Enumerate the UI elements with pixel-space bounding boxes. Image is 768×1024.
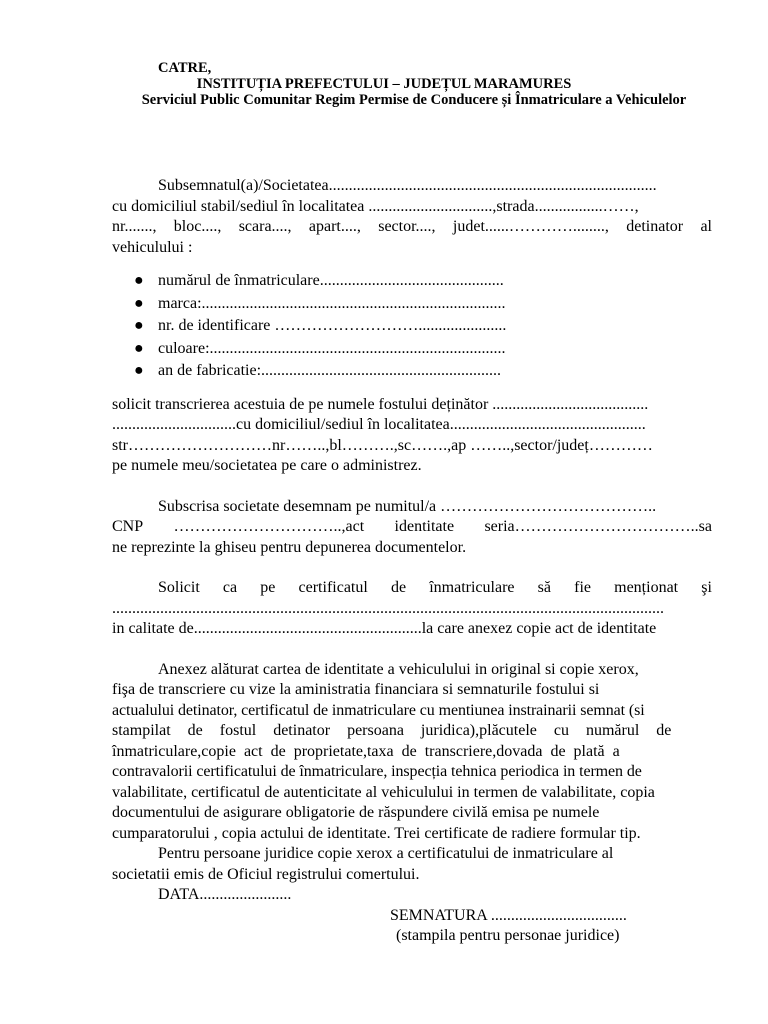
annex-line: actualului detinator, certificatul de inmatriculare cu mentiunea instrainarii semnat (si bbox=[112, 701, 645, 719]
intro-part: bloc...., bbox=[173, 218, 222, 235]
mention-word: certificatul bbox=[298, 579, 368, 596]
mention-word: de bbox=[390, 579, 407, 596]
list-item bbox=[134, 338, 712, 361]
mention-line-3: in calitate de.........................................................la care anexez copie act de identitate bbox=[112, 620, 657, 637]
document-body bbox=[112, 176, 712, 947]
annex-line: Anexez alăturat cartea de identitate a vehiculului in original si copie xerox, bbox=[158, 660, 639, 678]
vehicle-details-list bbox=[112, 270, 712, 383]
intro-line-3 bbox=[112, 217, 712, 238]
mention-word: să bbox=[537, 579, 551, 596]
annex-paragraph bbox=[112, 660, 712, 845]
intro-part: scara...., bbox=[238, 218, 292, 235]
item-manufacture-year: an de fabricatie:............................................................ bbox=[158, 362, 502, 379]
delegate-line-3: ne reprezinte la ghiseu pentru depunerea documentelor. bbox=[112, 538, 467, 556]
bullet-icon: ● bbox=[134, 294, 144, 312]
annex-line: documentului de asigurare obligatorie de răspundere civilă emisa pe numele bbox=[112, 804, 600, 821]
item-color: culoare:.......................................................................... bbox=[158, 339, 506, 357]
mention-word: pe bbox=[260, 579, 276, 596]
mention-word: fie bbox=[574, 579, 591, 596]
delegate-part: identitate bbox=[394, 518, 455, 535]
intro-part: judet......…………........, bbox=[452, 218, 609, 235]
transfer-line-3: str………………………nr……..,bl……….,sc…….,ap ……..,sector/județ………… bbox=[112, 436, 653, 454]
transfer-line-2: ...............................cu domiciliul/sediul în localitatea................................................. bbox=[112, 416, 646, 433]
bullet-icon: ● bbox=[134, 362, 144, 379]
mention-line-2: .......................................................................................................................................... bbox=[112, 599, 664, 617]
list-item bbox=[134, 270, 712, 293]
intro-part: apart...., bbox=[308, 218, 361, 235]
intro-part: al bbox=[700, 218, 712, 235]
signature-field: SEMNATURA .................................. bbox=[390, 906, 627, 924]
mention-word: Solicit bbox=[158, 579, 200, 596]
annex-line: valabilitate, certificatul de autenticitate al vehiculului in termen de valabilitate, copia bbox=[112, 783, 655, 801]
mention-line-1 bbox=[112, 578, 712, 599]
transfer-line-4: pe numele meu/societatea pe care o administrez. bbox=[112, 457, 422, 474]
intro-part: nr......., bbox=[112, 218, 157, 235]
intro-line-4: vehiculului : bbox=[112, 238, 193, 256]
institution-name: INSTITUȚIA PREFECTULUI – JUDEȚUL MARAMURES bbox=[196, 76, 572, 92]
delegate-line-1: Subscrisa societate desemnam pe numitul/a ………………………………….. bbox=[158, 497, 657, 515]
transfer-line-1: solicit transcrierea acestuia de pe numele fostului deținător ....................................... bbox=[112, 395, 649, 413]
intro-part: detinator bbox=[626, 218, 684, 235]
annex-line: fişa de transcriere cu vize la aministratia financiara si semnaturile fostului si bbox=[112, 681, 600, 698]
date-field: DATA....................... bbox=[158, 886, 292, 903]
delegate-line-2 bbox=[112, 517, 712, 538]
mention-word: ca bbox=[222, 579, 238, 596]
annex-line: contravalorii certificatului de înmatriculare, inspecția tehnica periodica in termen de bbox=[112, 763, 642, 780]
delegate-part: CNP bbox=[112, 518, 144, 535]
annex-line: stampilat de fostul detinator persoana juridica),plăcutele cu numărul de bbox=[112, 722, 672, 739]
mention-word: înmatriculare bbox=[429, 579, 515, 596]
bullet-icon: ● bbox=[134, 317, 144, 334]
intro-line-2: cu domiciliul stabil/sediul în localitatea ...............................,strada.................……, bbox=[112, 197, 639, 215]
delegate-part: …………………………..,act bbox=[173, 518, 365, 535]
bullet-icon: ● bbox=[134, 339, 144, 357]
intro-line-1: Subsemnatul(a)/Societatea.................................................................................. bbox=[158, 177, 657, 194]
stamp-note: (stampila pentru personae juridice) bbox=[396, 927, 620, 944]
delegate-part: seria……………………………..sa bbox=[484, 518, 712, 535]
item-registration-number: numărul de înmatriculare.............................................. bbox=[158, 272, 504, 289]
list-item bbox=[134, 293, 712, 316]
annex-line: cumparatorului , copia actului de identitate. Trei certificate de radiere formular tip. bbox=[112, 824, 641, 842]
addressee-header bbox=[0, 60, 768, 108]
mention-word: şi bbox=[701, 579, 712, 596]
list-item bbox=[134, 360, 712, 383]
item-make: marca:............................................................................ bbox=[158, 294, 506, 312]
annex-line: înmatriculare,copie act de proprietate,taxa de transcriere,dovada de plată a bbox=[112, 742, 620, 760]
mention-word: menționat bbox=[614, 579, 679, 596]
bullet-icon: ● bbox=[134, 272, 144, 289]
addressee-to: CATRE, bbox=[158, 60, 212, 76]
legal-line-1: Pentru persoane juridice copie xerox a certificatului de inmatriculare al bbox=[158, 845, 614, 862]
legal-line-2: societatii emis de Oficiul registrului comertului. bbox=[112, 865, 420, 883]
intro-part: sector...., bbox=[378, 218, 436, 235]
service-name: Serviciul Public Comunitar Regim Permise de Conducere și Înmatriculare a Vehiculelor bbox=[141, 92, 687, 108]
item-identification-number: nr. de identificare ………………………...................... bbox=[158, 317, 507, 334]
list-item bbox=[134, 315, 712, 338]
